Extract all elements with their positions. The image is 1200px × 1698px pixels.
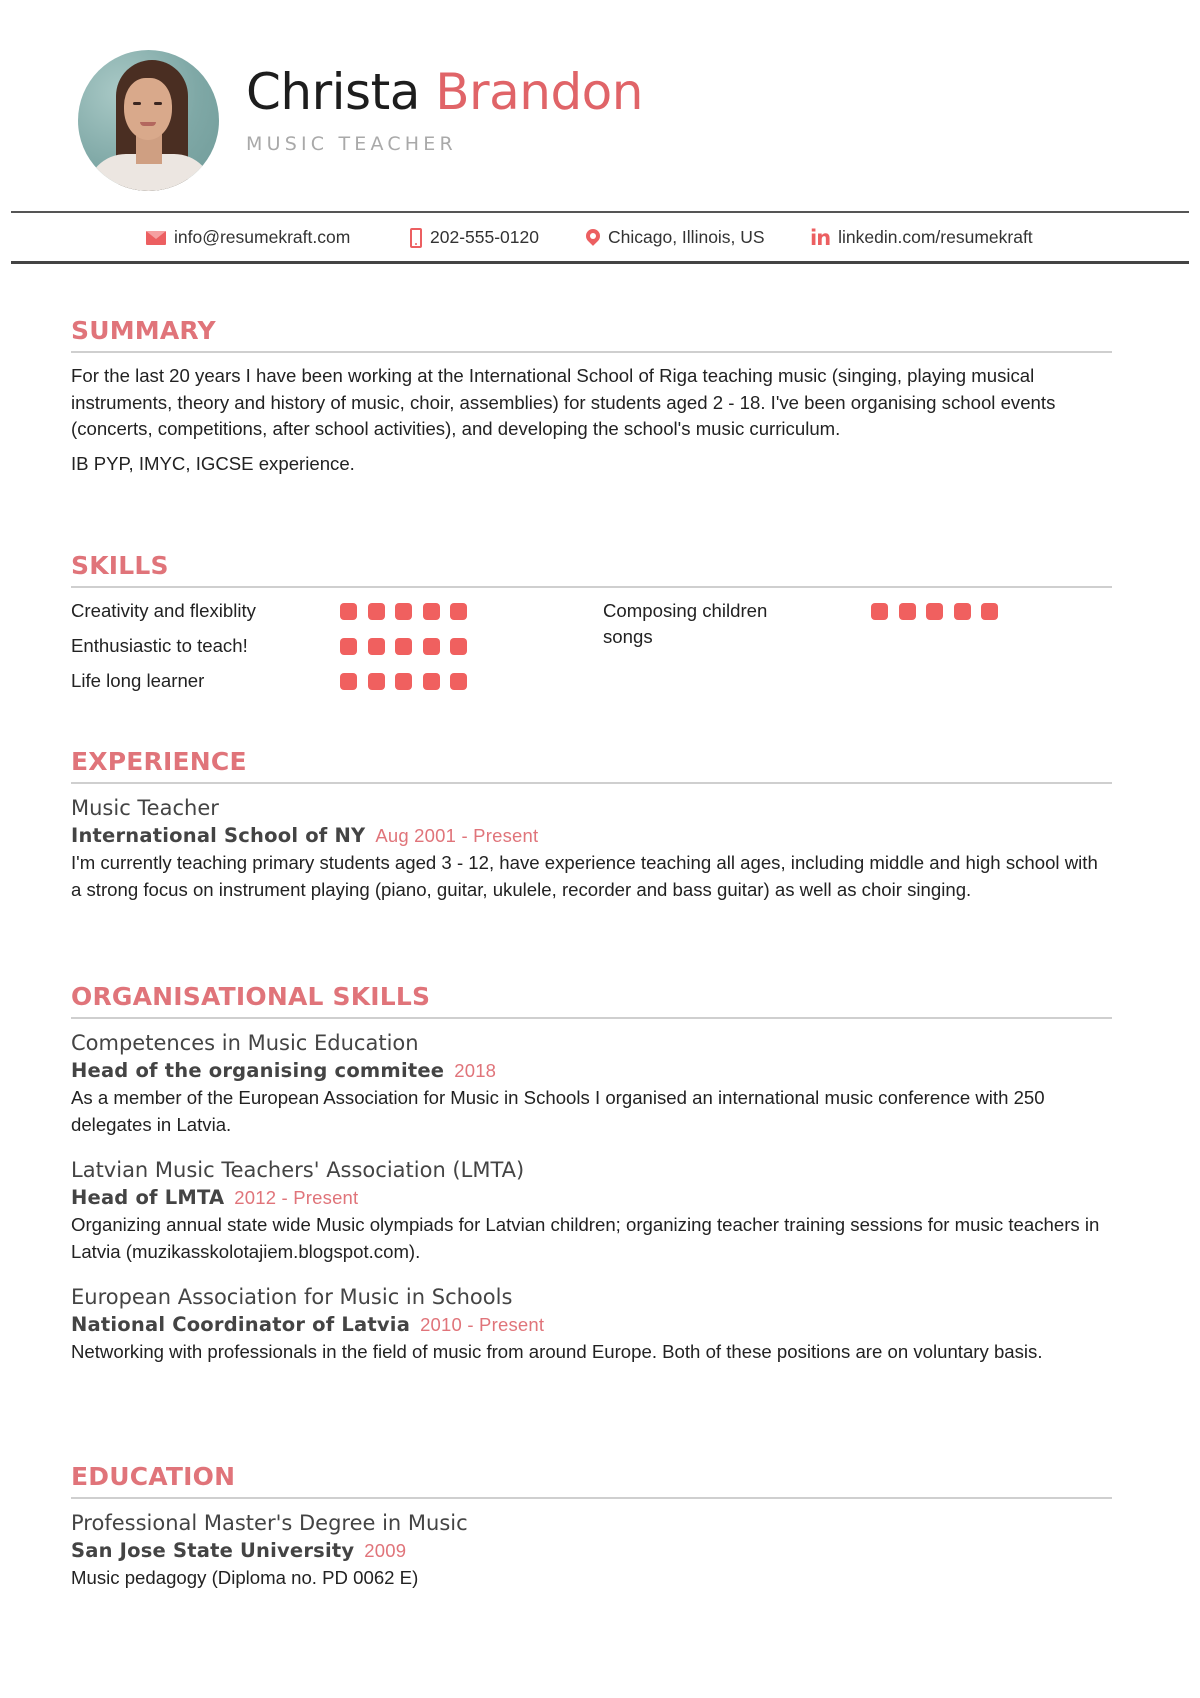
skill-label: Life long learner: [71, 670, 205, 691]
rating-dot-filled: [871, 603, 888, 620]
experience-section: [71, 746, 1112, 903]
rating-dot-filled: [340, 603, 357, 620]
entry-role: National Coordinator of Latvia: [71, 1313, 411, 1336]
skill-rating: [340, 638, 467, 655]
rating-dot-filled: [395, 603, 412, 620]
skill-rating: [871, 603, 998, 620]
rating-dot-filled: [899, 603, 916, 620]
organisational-skills-heading: ORGANISATIONAL SKILLS: [71, 981, 1112, 1019]
entry-role: Head of LMTA: [71, 1186, 225, 1209]
profile-photo: [78, 50, 219, 191]
last-name: Brandon: [435, 63, 643, 121]
rating-dot-filled: [450, 603, 467, 620]
rating-dot-filled: [954, 603, 971, 620]
entry-school: San Jose State University: [71, 1539, 355, 1562]
photo-eye-left: [133, 102, 141, 105]
skills-heading: SKILLS: [71, 550, 1112, 588]
experience-entry: [71, 794, 1112, 903]
education-section: [71, 1461, 1112, 1592]
entry-date: Aug 2001 - Present: [375, 825, 539, 846]
entry-date: 2018: [454, 1060, 497, 1081]
rating-dot-filled: [395, 638, 412, 655]
photo-face-shape: [124, 78, 172, 140]
entry-role: Head of the organising commitee: [71, 1059, 445, 1082]
entry-date: 2010 - Present: [420, 1314, 545, 1335]
entry-title: Music Teacher: [71, 796, 219, 820]
rating-dot-filled: [368, 673, 385, 690]
first-name: Christa: [246, 63, 420, 121]
entry-description: Networking with professionals in the field of music from around Europe. Both of these positions are on voluntary basis.: [71, 1341, 1043, 1362]
rating-dot-filled: [450, 673, 467, 690]
contact-linkedin[interactable]: [810, 227, 1033, 248]
contact-location: [586, 227, 765, 248]
linkedin-text[interactable]: linkedin.com/resumekraft: [838, 227, 1033, 247]
rating-dot-filled: [395, 673, 412, 690]
entry-description: Organizing annual state wide Music olympiads for Latvian children; organizing teacher training sessions for music teachers in Latvia (muzikasskolotajiem.blogspot.com).: [71, 1214, 1100, 1262]
entry-title: Professional Master's Degree in Music: [71, 1511, 468, 1535]
email-text[interactable]: info@resumekraft.com: [174, 227, 351, 247]
mail-icon: [146, 231, 166, 245]
summary-paragraph: IB PYP, IMYC, IGCSE experience.: [71, 452, 355, 474]
contact-phone[interactable]: [410, 227, 539, 248]
rating-dot-filled: [340, 638, 357, 655]
job-title: MUSIC TEACHER: [246, 133, 457, 155]
organisational-skills-section: [71, 981, 1112, 1366]
entry-title: European Association for Music in Schools: [71, 1285, 513, 1309]
organisational-entry: [71, 1283, 1112, 1366]
rating-dot-filled: [340, 673, 357, 690]
skills-section: [71, 550, 1112, 708]
skill-label: Composing children songs: [603, 600, 768, 647]
contact-bar-bottom-rule: [11, 261, 1189, 264]
entry-description: As a member of the European Association for Music in Schools I organised an international music conference with 250 delegates in Latvia.: [71, 1087, 1045, 1135]
contact-email[interactable]: [146, 227, 350, 248]
location-pin-icon: [583, 226, 603, 246]
entry-date: 2012 - Present: [234, 1187, 359, 1208]
organisational-entry: [71, 1156, 1112, 1265]
summary-section: [71, 315, 1112, 477]
candidate-name: [246, 62, 643, 122]
summary-heading: SUMMARY: [71, 315, 1112, 353]
entry-organization: International School of NY: [71, 824, 366, 847]
summary-paragraph: For the last 20 years I have been working at the International School of Riga teaching music (singing, playing musical instruments, theory and history of music, choir, assemblies) for students aged 2 - 18. I've been organising school events (concerts, competitions, after school activities), and developing the school's music curriculum.: [71, 365, 1056, 439]
entry-subtitle: [71, 1184, 1112, 1212]
entry-subtitle: [71, 1537, 1112, 1565]
experience-heading: EXPERIENCE: [71, 746, 1112, 784]
entry-subtitle: [71, 1311, 1112, 1339]
rating-dot-filled: [423, 603, 440, 620]
skill-label: Creativity and flexiblity: [71, 600, 256, 621]
rating-dot-filled: [368, 638, 385, 655]
entry-date: 2009: [364, 1540, 407, 1561]
photo-mouth: [140, 122, 156, 126]
rating-dot-filled: [926, 603, 943, 620]
rating-dot-filled: [423, 638, 440, 655]
education-heading: EDUCATION: [71, 1461, 1112, 1499]
entry-description: Music pedagogy (Diploma no. PD 0062 E): [71, 1567, 419, 1588]
skill-label: Enthusiastic to teach!: [71, 635, 248, 656]
contact-bar: [0, 227, 1200, 253]
organisational-entry: [71, 1029, 1112, 1138]
rating-dot-filled: [450, 638, 467, 655]
rating-dot-filled: [423, 673, 440, 690]
photo-eye-right: [154, 102, 162, 105]
phone-icon: [410, 228, 422, 248]
entry-subtitle: [71, 1057, 1112, 1085]
entry-title: Competences in Music Education: [71, 1031, 419, 1055]
location-text: Chicago, Illinois, US: [608, 227, 765, 247]
skills-grid: [71, 598, 1112, 708]
entry-title: Latvian Music Teachers' Association (LMTA): [71, 1158, 525, 1182]
rating-dot-filled: [981, 603, 998, 620]
education-entry: [71, 1509, 1112, 1592]
skill-rating: [340, 603, 467, 620]
phone-text[interactable]: 202-555-0120: [430, 227, 539, 247]
entry-subtitle: [71, 822, 1112, 850]
rating-dot-filled: [368, 603, 385, 620]
skill-rating: [340, 673, 467, 690]
entry-description: I'm currently teaching primary students aged 3 - 12, have experience teaching all ages, including middle and high school with a strong focus on instrument playing (piano, guitar, ukulele, recorder and bass guitar) as well as choir singing.: [71, 852, 1098, 900]
linkedin-icon: in: [810, 225, 831, 250]
contact-bar-top-rule: [11, 211, 1189, 213]
